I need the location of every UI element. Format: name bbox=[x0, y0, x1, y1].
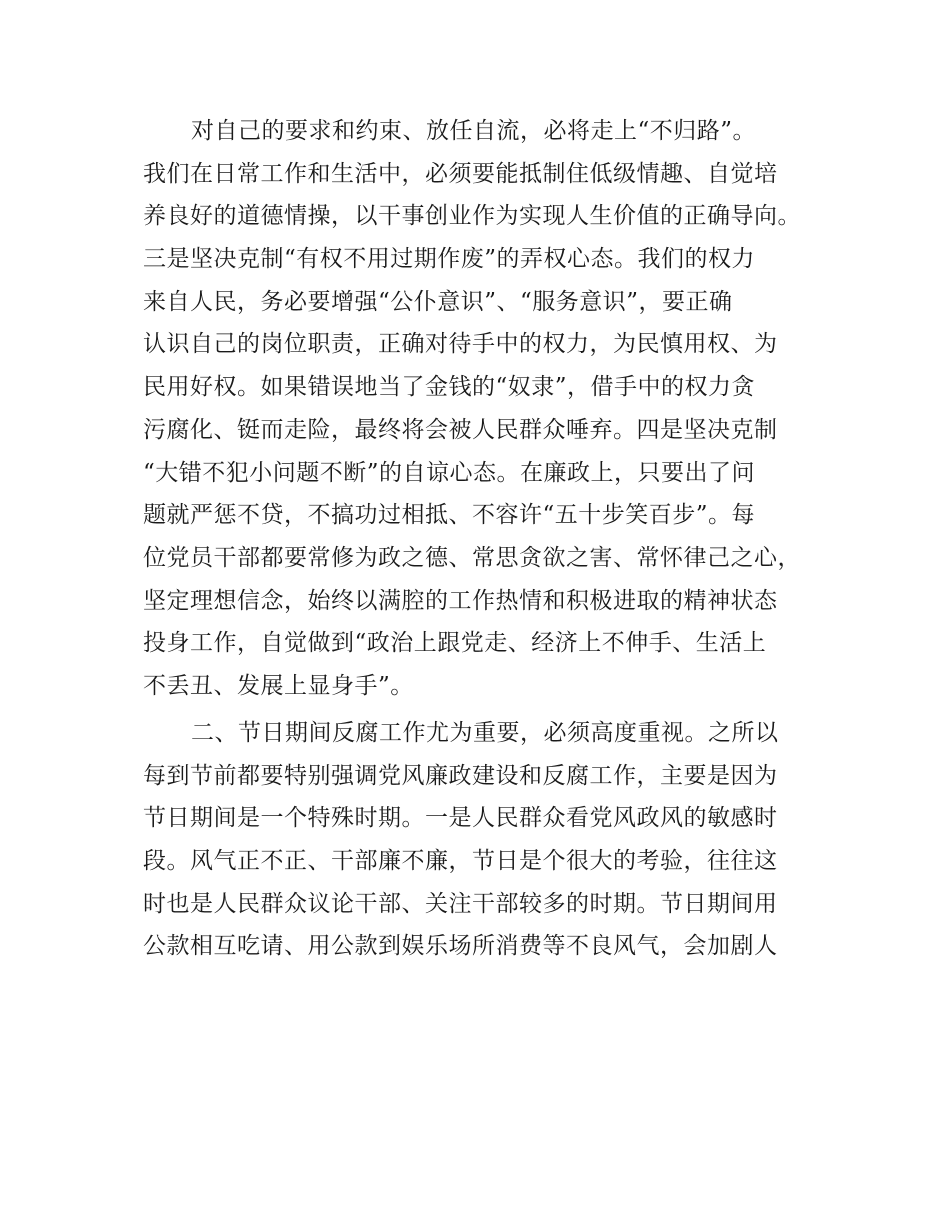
text-line: 节日期间是一个特殊时期。一是人民群众看党风政风的敏感时 bbox=[143, 805, 778, 832]
paragraph-1 bbox=[143, 110, 823, 708]
text-line: 时也是人民群众议论干部、关注干部较多的时期。节日期间用 bbox=[143, 890, 778, 917]
text-line: 不丢丑、发展上显身手”。 bbox=[143, 672, 414, 699]
text-line: 位党员干部都要常修为政之德、常思贪欲之害、常怀律己之心， bbox=[143, 544, 801, 571]
text-line: 民用好权。如果错误地当了金钱的“奴隶”，借手中的权力贪 bbox=[143, 374, 756, 401]
text-line: 二、节日期间反腐工作尤为重要，必须高度重视。之所以 bbox=[191, 720, 779, 746]
text-line: 认识自己的岗位职责，正确对待手中的权力，为民慎用权、为 bbox=[143, 331, 778, 358]
text-line: 养良好的道德情操，以干事创业作为实现人生价值的正确导向。 bbox=[143, 203, 801, 230]
text-line: 对自己的要求和约束、放任自流，必将走上“不归路”。 bbox=[191, 118, 757, 144]
text-line: 污腐化、铤而走险，最终将会被人民群众唾弃。四是坚决克制 bbox=[143, 416, 778, 443]
paragraph-2 bbox=[143, 712, 823, 968]
text-line: 投身工作，自觉做到“政治上跟党走、经济上不伸手、生活上 bbox=[143, 630, 767, 657]
text-line: 来自人民，务必要增强“公仆意识”、“服务意识”，要正确 bbox=[143, 288, 733, 315]
text-line: 三是坚决克制“有权不用过期作废”的弄权心态。我们的权力 bbox=[143, 246, 756, 273]
text-line: 题就严惩不贷，不搞功过相抵、不容许“五十步笑百步”。每 bbox=[143, 502, 756, 529]
text-line: 我们在日常工作和生活中，必须要能抵制住低级情趣、自觉培 bbox=[143, 160, 778, 187]
text-line: 坚定理想信念，始终以满腔的工作热情和积极进取的精神状态 bbox=[143, 587, 778, 614]
text-line: 每到节前都要特别强调党风廉政建设和反腐工作，主要是因为 bbox=[143, 762, 778, 789]
text-line: 段。风气正不正、干部廉不廉，节日是个很大的考验，往往这 bbox=[143, 848, 778, 875]
text-line: 公款相互吃请、用公款到娱乐场所消费等不良风气，会加剧人 bbox=[143, 933, 778, 960]
text-line: “大错不犯小问题不断”的自谅心态。在廉政上，只要出了问 bbox=[143, 459, 756, 486]
